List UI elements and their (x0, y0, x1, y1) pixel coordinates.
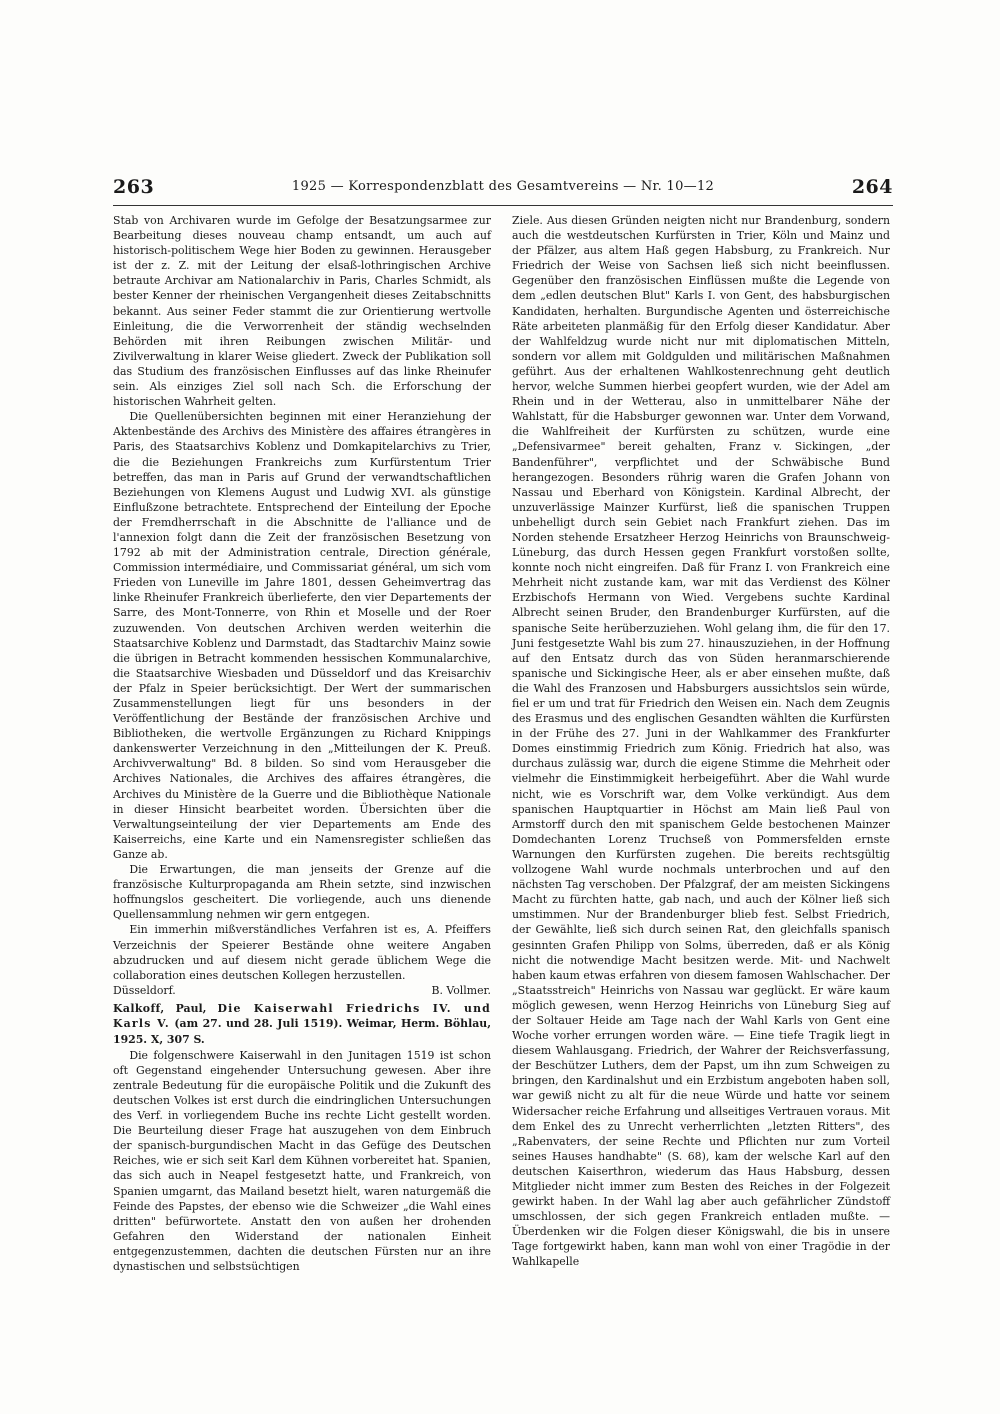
review-author: Kalkoff, (113, 1001, 165, 1015)
paragraph: Die Quellenübersichten beginnen mit einer Heranziehung der Aktenbestände des Archivs des Ministère des affaires étrangères in Paris, des Staatsarchivs Koblenz und Domkapitelarchivs zu Trier, die die Beziehungen Frankreichs zum Kurfürstentum Trier betreffen, das man in Paris auf Grund der verwandtschaftlichen Beziehungen von Klemens August und Ludwig XVI. als günstige Einflußzone betrachtete. Entsprechend der Einteilung der Epoche der Fremdherrschaft in die Abschnitte de l'alliance und de l'annexion folgt dann die Zeit der französischen Besetzung von 1792 ab mit der Administration centrale, Direction générale, Commission intermédiaire, und Commissariat général, um sich vom Frieden von Luneville im Jahre 1801, dessen Geheimvertrag das linke Rheinufer Frankreich überlieferte, den vier Departements der Sarre, des Mont-Tonnerre, von Rhin et Moselle und der Roer zuzuwenden. Von deutschen Archiven werden weiterhin die Staatsarchive Koblenz und Darmstadt, das Stadtarchiv Mainz sowie die übrigen in Betracht kommenden hessischen Kommunalarchive, die Staatsarchive Wiesbaden und Düsseldorf und das Kreisarchiv der Pfalz in Speier berücksichtigt. Der Wert der summarischen Zusammenstellungen liegt für uns besonders in der Veröffentlichung der Bestände der französischen Archive und Bibliotheken, die wertvolle Ergänzungen zu Richard Knippings dankenswerter Verzeichnung in den „Mitteilungen der K. Preuß. Archivverwaltung" Bd. 8 bilden. So sind vom Herausgeber die Archives Nationales, die Archives des affaires étrangères, die Archives du Ministère de la Guerre und die Bibliothèque Nationale in dieser Hinsicht bearbeitet worden. Übersichten über die Verwaltungseinteilung der vier Departements am Ende des Kaiserreichs, eine Karte und ein Namensregister schließen das Ganze ab. (113, 410, 491, 861)
signature-place: Düsseldorf. (113, 983, 176, 997)
right-column (512, 213, 890, 1270)
page-header (113, 176, 893, 206)
signature-name: B. Vollmer. (431, 983, 491, 997)
left-column (113, 213, 491, 1274)
running-title: 1925 — Korrespondenzblatt des Gesamtvereins — Nr. 10—12 (291, 179, 715, 194)
page-number-left: 263 (113, 176, 155, 198)
paragraph: Die Erwartungen, die man jenseits der Grenze auf die französische Kulturpropaganda am Rhein setzte, sind inzwischen hoffnungslos gescheitert. Die vorliegende, auch uns dienende Quellensammlung nehmen wir gern entgegen. (113, 863, 491, 922)
header-rule (113, 205, 893, 206)
paragraph: Die folgenschwere Kaiserwahl in den Junitagen 1519 ist schon oft Gegenstand eingehender Untersuchung gewesen. Aber ihre zentrale Bedeutung für die europäische Politik und die Zukunft des deutschen Volkes ist erst durch die eindringlichen Untersuchungen des Verf. in vorliegendem Buche ins rechte Licht gestellt worden. Die Beurteilung dieser Frage hat auszugehen von dem Einbruch der spanisch-burgundischen Macht in das Gefüge des Deutschen Reiches, wie er sich seit Karl dem Kühnen vorbereitet hat. Spanien, das sich auch in Neapel festgesetzt hatte, und Frankreich, von Spanien umgarnt, das Mailand besetzt hielt, waren naturgemäß die Feinde des Papstes, der ebenso wie die Schweizer „die Wahl eines dritten" befürwortete. Anstatt den von außen her drohenden Gefahren den Widerstand der nationalen Einheit entgegenzustemmen, dachten die deutschen Fürsten nur an ihre dynastischen und selbstsüchtigen (113, 1048, 491, 1273)
paragraph: Ein immerhin mißverständliches Verfahren ist es, A. Pfeiffers Verzeichnis der Speierer Bestände ohne weitere Angaben abzudrucken und auf diesem nicht gerade üblichem Wege die collaboration eines deutschen Kollegen herzustellen. (113, 923, 491, 982)
paragraph: Ziele. Aus diesen Gründen neigten nicht nur Brandenburg, sondern auch die westdeutschen Kurfürsten in Trier, Köln und Mainz und der Pfälzer, aus altem Haß gegen Habsburg, zu Frankreich. Nur Friedrich der Weise von Sachsen ließ sich nicht beeinflussen. Gegenüber den französischen Einflüssen mußte die Legende von dem „edlen deutschen Blut" Karls I. von Gent, des habsburgischen Kandidaten, herhalten. Burgundische Agenten und österreichische Räte arbeiteten planmäßig für den Erfolg dieser Kandidatur. Aber der Wahlfeldzug wurde nicht nur mit diplomatischen Mitteln, sondern vor allem mit Goldgulden und militärischen Maßnahmen geführt. Aus der erhaltenen Wahlkostenrechnung geht deutlich hervor, welche Summen hierbei geopfert wurden, wie der Adel am Rhein und in der Wetterau, also in unmittelbarer Nähe der Wahlstatt, für die Habsburger gewonnen war. Unter dem Vorwand, die Wahlfreiheit der Kurfürsten zu schützen, wurde eine „Defensivarmee" bereit gehalten, Franz v. Sickingen, „der Bandenführer", verpflichtet und der Schwäbische Bund herangezogen. Besonders rührig waren die Grafen Johann von Nassau und Eberhard von Königstein. Kardinal Albrecht, der unzuverlässige Mainzer Kurfürst, ließ die spanischen Truppen unbehelligt durch sein Gebiet nach Frankfurt ziehen. Das im Norden stehende Ersatzheer Herzog Heinrichs von Braunschweig-Lüneburg, das durch Hessen gegen Frankfurt vorstoßen sollte, konnte noch nicht eingreifen. Daß für Franz I. von Frankreich eine Mehrheit nicht zustande kam, war mit das Verdienst des Kölner Erzbischofs Hermann von Wied. Vergebens suchte Kardinal Albrecht seinen Bruder, den Brandenburger Kurfürsten, auf die spanische Seite herüberzuziehen. Wohl gelang ihm, die für den 17. Juni festgesetzte Wahl bis zum 27. hinauszuziehen, in der Hoffnung auf den Entsatz durch das von Süden heranmarschierende spanische und Sickingische Heer, als er aber einsehen mußte, daß die Wahl des Franzosen und Habsburgers aussichtslos sein würde, fiel er um und trat für Friedrich den Weisen ein. Nach dem Zeugnis des Erasmus und des englischen Gesandten wählten die Kurfürsten in der Frühe des 27. Juni in der Wahlkammer des Frankfurter Domes einstimmig Friedrich zum König. Friedrich hat also, was durchaus zulässig war, durch die eigene Stimme die Mehrheit oder vielmehr die Einstimmigkeit herbeigeführt. Aber die Wahl wurde nicht, wie es Vorschrift war, dem Volke verkündigt. Aus dem spanischen Hauptquartier in Höchst am Main ließ Paul von Armstorff durch den mit spanischem Gelde bestochenen Mainzer Domdechanten Lorenz Truchseß von Pommersfelden ernste Warnungen den Kurfürsten zugehen. Die bereits rechtsgültig vollzogene Wahl wurde nochmals unterbrochen und auf den nächsten Tag verschoben. Der Pfalzgraf, der am meisten Sickingens Macht zu fürchten hatte, gab nach, und auch der Kölner ließ sich umstimmen. Nur der Brandenburger blieb fest. Selbst Friedrich, der Gewählte, ließ sich durch seinen Rat, den gleichfalls spanisch gesinnten Grafen Philipp von Solms, überreden, daß er als König nicht die notwendige Macht besitzen werde. Mit- und Nachwelt haben kaum etwas erfahren von diesem famosen Wahlschacher. Der „Staatsstreich" Heinrichs von Nassau war geglückt. Er wäre kaum möglich gewesen, wenn Herzog Heinrichs von Lüneburg Sieg auf der Soltauer Heide am Tage nach der Wahl Karls von Gent eine Woche vorher errungen worden wäre. — Eine tiefe Tragik liegt in diesem Wahlausgang. Friedrich, der Wahrer der Reichsverfassung, der Beschützer Luthers, dem der Papst, um ihn zum Schweigen zu bringen, den Kardinalshut und ein Erzbistum angeboten haben soll, war gewiß nicht zu alt für die neue Würde und hatte vor seinem Widersacher reiche Erfahrung und allseitiges Vertrauen voraus. Mit dem Enkel des zu Unrecht verherrlichten „letzten Ritters", des „Rabenvaters, der seine Rechte und Pflichten nur zum Vorteil seines Hauses handhabte" (S. 68), kam der welsche Karl auf den deutschen Kaiserthron, wiederum das Haus Habsburg, dessen Mitglieder nicht immer zum Besten des Reiches in der Folgezeit gewirkt haben. In der Wahl lag aber auch gefährlicher Zündstoff umschlossen, der sich gegen Frankreich entladen mußte. — Überdenken wir die Folgen dieser Königswahl, die bis in unsere Tage fortgewirkt haben, kann man wohl von einer Tragödie in der Wahlkapelle (512, 214, 890, 1269)
review-heading (113, 1001, 491, 1048)
signature-line (113, 983, 491, 998)
review-book-title: Die Kaiserwahl Friedrichs IV. und Karls V. (113, 1001, 492, 1031)
review-author-first: Paul, (175, 1001, 207, 1015)
paragraph: Stab von Archivaren wurde im Gefolge der Besatzungsarmee zur Bearbeitung dieses nouveau champ entsandt, um auch auf historisch-politischem Wege hier Boden zu gewinnen. Herausgeber ist der z. Z. mit der Leitung der elsaß-lothringischen Archive betraute Archivar am Nationalarchiv in Paris, Charles Schmidt, als bester Kenner der rheinischen Vergangenheit dieses Zeitabschnitts bekannt. Aus seiner Feder stammt die zur Orientierung wertvolle Einleitung, die die Verworrenheit der ständig wechselnden Behörden mit ihren Reibungen zwischen Militär- und Zivilverwaltung in klarer Weise gliedert. Zweck der Publikation soll das Studium des französischen Einflusses auf das linke Rheinufer sein. Als einziges Ziel soll nach Sch. die Erforschung der historischen Wahrheit gelten. (113, 214, 491, 409)
review-book-details: (am 27. und 28. Juli 1519). Weimar, Herm. Böhlau, 1925. X, 307 S. (113, 1017, 491, 1047)
page-number-right: 264 (851, 176, 893, 198)
